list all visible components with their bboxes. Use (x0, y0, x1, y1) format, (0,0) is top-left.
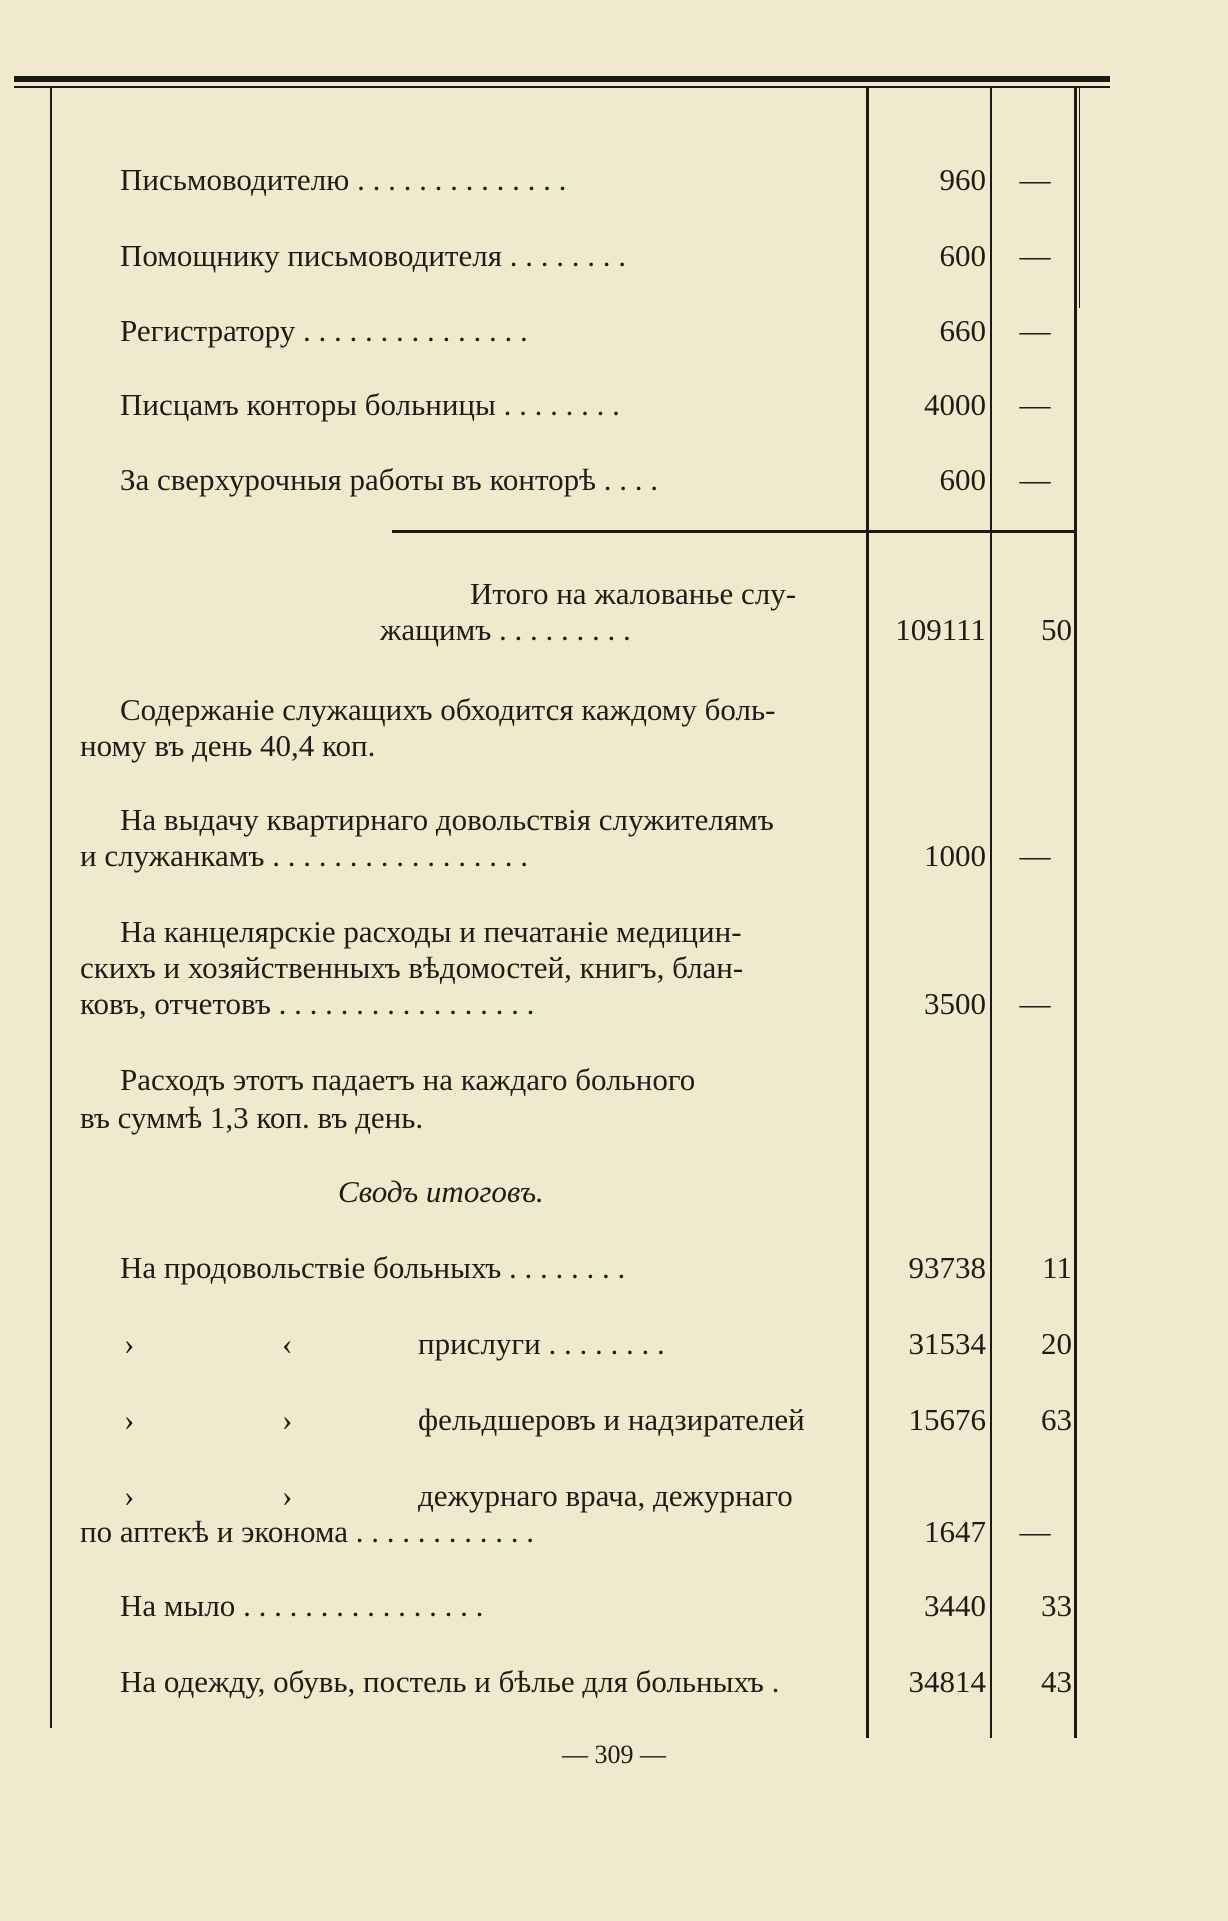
rubles-column-rule (866, 88, 869, 1738)
total-label-line1: Итого на жалованье слу- (470, 576, 797, 611)
summary-clothing-label: На одежду, обувь, постель и бѣлье для больныхъ . (120, 1664, 780, 1699)
quarters-line2: и служанкамъ . . . . . . . . . . . . . . . . . (80, 838, 528, 873)
office-amount: 3500 (924, 986, 986, 1021)
summary-food-patients-amount: 93738 (908, 1250, 986, 1285)
office-line2: скихъ и хозяйственныхъ вѣдомостей, книгъ, блан- (80, 950, 744, 985)
summary-food-servants-label: прислуги . . . . . . . . (418, 1326, 665, 1361)
row-kopecks: — (1019, 387, 1051, 422)
row-kopecks: — (1019, 462, 1051, 497)
summary-food-duty-kopecks: — (1019, 1514, 1051, 1549)
row-kopecks: — (1019, 313, 1051, 348)
quarters-amount: 1000 (924, 838, 986, 873)
summary-food-patients-label: На продовольствіе больныхъ . . . . . . . . (120, 1250, 626, 1285)
ditto-mark: › (124, 1402, 135, 1437)
row-label: Помощнику письмоводителя . . . . . . . . (120, 238, 626, 273)
ditto-mark: ‹ (282, 1326, 293, 1361)
summary-food-duty-line1: дежурнаго врача, дежурнаго (418, 1478, 793, 1513)
ditto-mark: › (124, 1326, 135, 1361)
ditto-mark: › (124, 1478, 135, 1513)
row-label: Писцамъ конторы больницы . . . . . . . . (120, 387, 620, 422)
summary-heading: Сводъ итоговъ. (338, 1174, 544, 1209)
office-line1: На канцелярскіе расходы и печатаніе медицин- (120, 914, 742, 949)
row-label: За сверхурочныя работы въ конторѣ . . . . (120, 462, 658, 497)
ditto-mark: › (282, 1402, 293, 1437)
summary-food-feldshers-amount: 15676 (908, 1402, 986, 1437)
summary-food-servants-kopecks: 20 (1041, 1326, 1072, 1361)
summary-clothing-kopecks: 43 (1041, 1664, 1072, 1699)
summary-food-duty-amount: 1647 (924, 1514, 986, 1549)
summary-food-patients-kopecks: 11 (1042, 1250, 1072, 1285)
summary-food-feldshers-label: фельдшеровъ и надзирателей (418, 1402, 805, 1437)
summary-food-servants-amount: 31534 (908, 1326, 986, 1361)
office-note-line2: въ суммѣ 1,3 коп. въ день. (80, 1100, 424, 1135)
office-kopecks: — (1019, 986, 1051, 1021)
page-number: — 309 — (562, 1740, 666, 1769)
summary-clothing-amount: 34814 (908, 1664, 986, 1699)
top-rule-thin (14, 86, 1110, 88)
office-line3: ковъ, отчетовъ . . . . . . . . . . . . . . . . . (80, 986, 535, 1021)
total-amount: 109111 (895, 612, 986, 647)
row-label: Регистратору . . . . . . . . . . . . . . . (120, 313, 528, 348)
row-kopecks: — (1019, 238, 1051, 273)
row-amount: 4000 (924, 387, 986, 422)
total-kopecks: 50 (1041, 612, 1072, 647)
summary-soap-amount: 3440 (924, 1588, 986, 1623)
total-label-line2: жащимъ . . . . . . . . . (380, 612, 631, 647)
left-border-rule (50, 88, 52, 1728)
salary-note-line1: Содержаніе служащихъ обходится каждому боль- (120, 692, 776, 727)
row-amount: 660 (939, 313, 986, 348)
row-label: Письмоводителю . . . . . . . . . . . . . . (120, 162, 567, 197)
top-rule (14, 76, 1110, 82)
salary-note-line2: ному въ день 40,4 коп. (80, 728, 376, 763)
row-amount: 600 (939, 462, 986, 497)
summary-food-duty-line2: по аптекѣ и эконома . . . . . . . . . . . . (80, 1514, 535, 1549)
row-amount: 960 (939, 162, 986, 197)
row-amount: 600 (939, 238, 986, 273)
summary-soap-label: На мыло . . . . . . . . . . . . . . . . (120, 1588, 484, 1623)
summary-soap-kopecks: 33 (1041, 1588, 1072, 1623)
quarters-line1: На выдачу квартирнаго довольствія служителямъ (120, 802, 774, 837)
right-border-rule-2 (1079, 88, 1080, 308)
ditto-mark: › (282, 1478, 293, 1513)
office-note-line1: Расходъ этотъ падаетъ на каждаго больного (120, 1062, 696, 1097)
quarters-kopecks: — (1019, 838, 1051, 873)
kopecks-column-rule (990, 88, 992, 1738)
summary-food-feldshers-kopecks: 63 (1041, 1402, 1072, 1437)
right-border-rule (1074, 88, 1077, 1738)
subtotal-rule (392, 530, 1077, 533)
row-kopecks: — (1019, 162, 1051, 197)
